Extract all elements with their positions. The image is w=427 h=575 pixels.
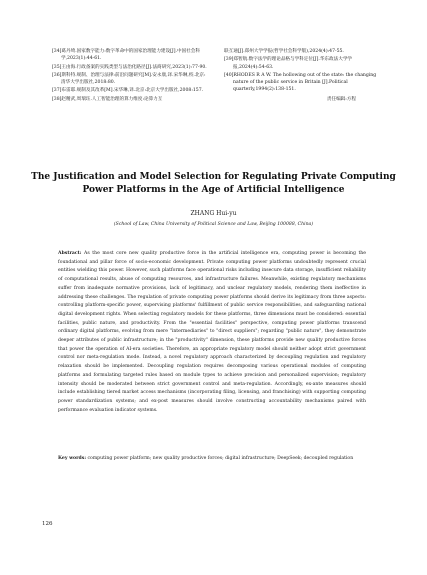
responsible-editor: 责任编辑:方程 (326, 96, 356, 102)
author-affiliation: (School of Law, China University of Political Science and Law, Beijing 100088, China) (113, 222, 314, 227)
reference-39: [39]郑智航.数字法学的理论品格与学科定位[J].华东政法大学学报,2024(4):54-63. (224, 57, 353, 70)
reference-37: [37]布雷耶.规制及其改革[M].宋华琳,译.北京:北京大学出版社,2008:157. (52, 88, 204, 94)
references-right-column (224, 48, 382, 104)
reference-38: [38]赵精武,周瑞珏.人工智能治理的算力维度:论算力互 (52, 96, 163, 102)
paper-title: The Justification and Model Selection for Regulating Private Computing Power Platforms in the Age of Artificial Intelligence (31, 172, 396, 195)
keywords (58, 455, 366, 464)
reference-35: [35]王由海.行政备案的实践类型与法治化路径[J].法商研究,2023(1):77-90. (52, 64, 207, 70)
references-section (52, 48, 382, 104)
abstract-text: As the most core new quality productive force in the artificial intelligence era, computing power is becoming the foundational and pillar force of socio-economic development. Private computing power platforms undoubtedly represent crucial entities wielding this power. However, such platforms face operational risks including insecure data storage, insufficient reliability of computational results, abuse of computing resources, and infrastructure failures. Meanwhile, existing regulatory mechanisms suffer from inadequate normative provisions, lack of legitimacy, and unclear regulatory models, rendering them ineffective in addressing these challenges. The regulation of private computing power platforms should derive its legitimacy from three aspects: controlling platform-specific power, supervising platforms' fulfillment of public service responsibilities, and safeguarding national digital development rights. When selecting regulatory models for these platforms, three dimensions must be considered: essential facilities, public nature, and productivity. From the "essential facilities" perspective, computing power platforms transcend ordinary digital platforms, evolving from mere "intermediaries" to "direct suppliers"; regarding "public nature", they demonstrate deeper attributes of public infrastructure; in the "productivity" dimension, these platforms provide new quality productive forces that power the operation of AI-era societies. Therefore, an appropriate regulatory model should neither adopt strict government control nor meta-regulation mode. Instead, a novel regulatory approach characterized by decoupling regulation and regulatory relaxation should be implemented. Decoupling regulation requires decomposing various operational modules of computing platforms and formulating targeted rules based on module types to achieve precision and personalized supervision; regulatory intensity should be moderated between strict government control and meta-regulation. Accordingly, ex-ante measures should include establishing tiered market access mechanisms (incorporating filing, licensing, and franchising) with supporting computing power standardization systems; and ex-post measures should involve constructing accountability mechanisms paired with performance evaluation indicator systems. (58, 251, 366, 413)
author-name: ZHANG Hui-yu (190, 210, 237, 217)
reference-40: [40]RHODES R A W. The hollowing out of the state: the changing nature of the public service in Britain [J].Political quarterly,1994(2):138-151. (224, 72, 377, 93)
reference-36: [36]斯科特.规制、治理与法律:前沿问题研究[M].安永康,译.宋华琳,校.北京:清华大学出版社,2018:80. (52, 72, 206, 86)
abstract-label: Abstract: (58, 251, 82, 256)
reference-34: [34]葛丹埼.国家数字能力:数字革命中的国家治理能力建设[J].中国社会科学,2023(1):44-61. (52, 49, 200, 62)
references-left-column (52, 48, 210, 104)
reference-38-continued: 联互通[J].郑州大学学报(哲学社会科学版),2024(4):47-55. (224, 49, 344, 54)
abstract (58, 250, 366, 415)
keywords-label: Key words: (58, 456, 87, 461)
page-number: 126 (42, 521, 53, 527)
keywords-text: computing power platform; new quality productive forces; digital infrastructure; DeepSeek; decoupled regulation (87, 456, 354, 461)
